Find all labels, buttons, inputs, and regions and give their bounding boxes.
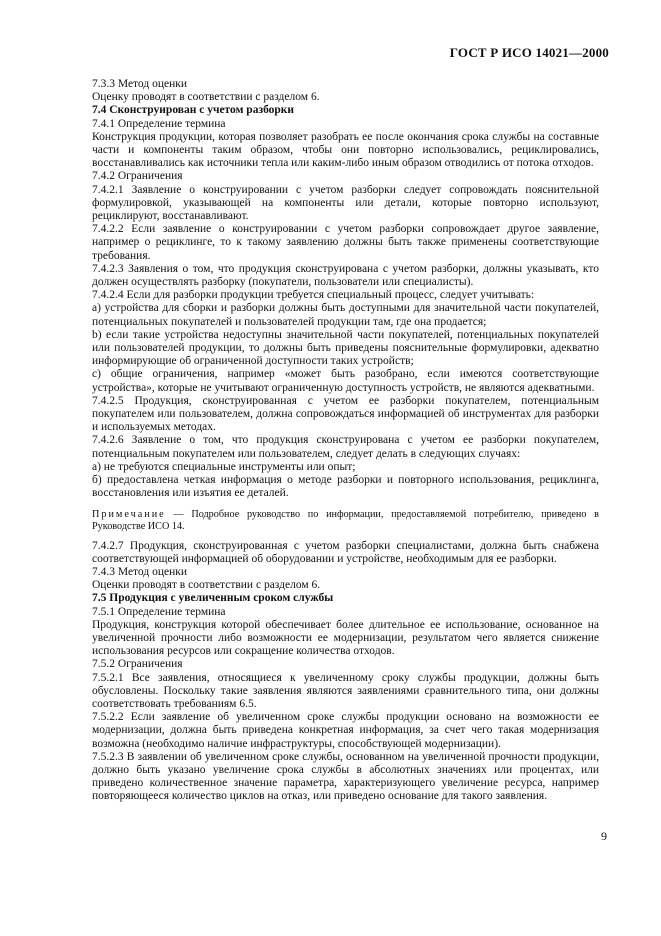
paragraph: 7.5.1 Определение термина xyxy=(92,605,226,618)
list-item: а) не требуются специальные инструменты или опыт; xyxy=(92,460,356,473)
paragraph: 7.4.2.2 Если заявление о конструировании с учетом разборки сопровождает другое заявление, например о рециклинге, то к такому заявлению должны быть также применены соответствующие требования. xyxy=(92,223,599,262)
paragraph: Конструкция продукции, которая позволяет разобрать ее после окончания срока службы на составные части и компоненты таким образом, чтобы они повторно использовались, рециклировались, восстанавливались как источники тепла или каким-либо иным образом отводились от потока отходов. xyxy=(92,130,599,170)
note-label: Примечание xyxy=(92,508,166,520)
paragraph: 7.4.2.1 Заявление о конструировании с учетом разборки следует сопровождать пояснительной формулировкой, указывающей на компоненты или детали, которые повторно используют, рециклируют, восстанавливают. xyxy=(92,183,599,223)
list-item: б) предоставлена четкая информация о методе разборки и повторного использования, рециклинга, восстановления или изъятия ее деталей. xyxy=(92,474,599,500)
paragraph: 7.4.2.4 Если для разборки продукции требуется специальный процесс, следует учитывать: xyxy=(92,289,535,302)
paragraph: 7.5.2.3 В заявлении об увеличенном сроке службы, основанном на увеличенной прочности продукции, должно быть указано увеличение срока службы в абсолютных значениях или процентах, или приведено количественное значение параметра, характеризующего увеличение ресурса, например повторяющееся количество циклов на отказ, или приведено основание для такого заявления. xyxy=(92,750,599,803)
section-heading-7-5: 7.5 Продукция с увеличенным сроком службы xyxy=(92,592,334,605)
document-header: ГОСТ Р ИСО 14021—2000 xyxy=(449,45,609,60)
paragraph: 7.5.2.2 Если заявление об увеличенном сроке службы продукции основано на возможности ее модернизации, должна быть приведена конкретная информация, за счет чего такая модернизация возможна (необходимо наличие инфраструктуры, способствующей модернизации). xyxy=(92,711,599,750)
paragraph: 7.5.2 Ограничения xyxy=(92,658,183,671)
paragraph: 7.4.2.3 Заявления о том, что продукция сконструирована с учетом разборки, должны указывать, кто должен осуществлять разборку (покупатели, пользователи или специалисты). xyxy=(92,262,599,289)
page-number: 9 xyxy=(601,829,607,843)
paragraph: 7.4.2.5 Продукция, сконструированная с учетом ее разборки покупателем, потенциальным покупателем или пользователем, должна сопровождаться информацией об инструментах для разборки и используемых методах. xyxy=(92,394,599,434)
paragraph: 7.4.2.7 Продукция, сконструированная с учетом разборки специалистами, должна быть снабжена соответствующей информацией об оборудовании и устройстве, необходимым для ее разборки. xyxy=(92,539,599,565)
paragraph: Оценку проводят в соответствии с разделом 6. xyxy=(92,91,320,104)
document-body xyxy=(92,78,599,804)
paragraph-7-3-3: 7.3.3 Метод оценки xyxy=(92,78,187,90)
paragraph: 7.5.2.1 Все заявления, относящиеся к увеличенному сроку службы продукции, должны быть обусловлены. Поскольку такие заявления являются заявлениями сравнительного типа, они должны соответствовать требованиям 6.5. xyxy=(92,671,599,710)
list-item: b) если такие устройства недоступны значительной части покупателей, потенциальных покупателей или пользователей продукции, то должны быть приведены пояснительные формулировки, адекватно информирующие об ограниченной доступности таких устройств; xyxy=(92,328,599,368)
paragraph: 7.4.2.6 Заявление о том, что продукция сконструирована с учетом ее разборки покупателем, потенциальным покупателем или пользователем, следует делать в следующих случаях: xyxy=(92,434,599,460)
section-heading-7-4: 7.4 Сконструирован с учетом разборки xyxy=(92,104,295,117)
list-item: а) устройства для сборки и разборки должны быть доступными для значительной части покупателей, потенциальных покупателей и пользователей продукции там, где она продается; xyxy=(92,302,599,328)
note-text: — Подробное руководство по информации, предоставляемой потребителю, приведено в Руководстве ИСО 14. xyxy=(92,508,599,532)
paragraph: 7.4.3 Метод оценки xyxy=(92,565,187,578)
paragraph: 7.4.2 Ограничения xyxy=(92,170,183,183)
paragraph: Оценки проводят в соответствии с разделом 6. xyxy=(92,579,321,592)
paragraph: 7.4.1 Определение термина xyxy=(92,117,226,130)
list-item: с) общие ограничения, например «может быть разобрано, если имеются соответствующие устройства», которые не учитывают ограниченную доступность устройств, не являются адекватными. xyxy=(92,368,599,394)
note xyxy=(92,509,599,534)
paragraph: Продукция, конструкция которой обеспечивает более длительное ее использование, основанное на увеличенной прочности либо возможности ее модернизации, результатом чего является снижение использования ресурсов или сокращение количества отходов. xyxy=(92,618,599,658)
